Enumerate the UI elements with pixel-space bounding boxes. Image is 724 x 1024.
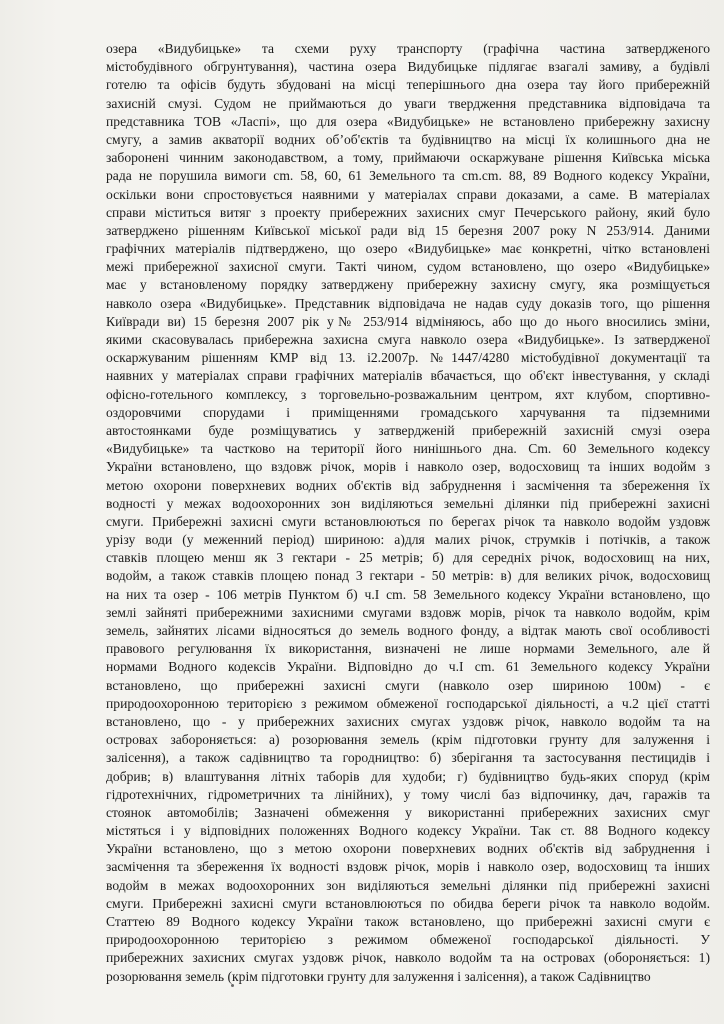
text-line: на них та озер - 106 метрів Пунктом б) ч.І cm. 58 Земельного кодексу України встановлено, що xyxy=(106,586,710,602)
document-body xyxy=(106,40,710,986)
text-line: наявних у матеріалах справи графічних матеріалів вбачається, що об'єкт інвестування, у складі xyxy=(106,368,710,384)
text-line: представника ТОВ «Ласпі», що для озера «Видубицьке» не встановлено прибережну захисну xyxy=(106,113,710,129)
text-line: містяться і у відповідних положеннях Водного кодексу України. Так ст. 88 Водного кодексу xyxy=(106,823,710,839)
text-line: урізу води (у меженний період) шириною: а)для малих річок, струмків і потічків, а також xyxy=(106,532,710,548)
text-line: оскільки вони спростовується наявними у матеріалах справи доказами, а саме. В матеріалах xyxy=(106,186,710,202)
text-line: метою охорони поверхневих водних об'єктів від забруднення і засмічення та збереження їх xyxy=(106,477,710,493)
text-line: якими скасовувалась прибережна захисна смуга навколо озера «Видубицьке». Із затвердженої xyxy=(106,332,710,347)
text-line: навколо озера «Видубицьке». Представник відповідача не надав суду доказів того, що рішення xyxy=(106,295,710,311)
text-line: затверджено рішенням Київської міської ради від 15 березня 2007 року N 253/914. Даними xyxy=(106,222,710,238)
text-line: нормами Водного кодексів України. Відповідно до ч.І cm. 61 Земельного кодексу України xyxy=(106,659,710,675)
text-line: природоохоронною територією з режимом обмеженої господарської діяльності. У xyxy=(106,932,710,948)
text-line: України встановлено, що вздовж річок, морів і навколо озер, водосховищ та інших водойм з xyxy=(106,459,710,475)
text-line: залісення), а також садівництво та городництво: б) зберігання та застосування пестицидів і xyxy=(106,750,710,766)
text-line: графічних матеріалів підтверджено, що озеро «Видубицьке» має конкретні, чітко встановлені xyxy=(106,241,710,257)
text-line: смугу, а замив акваторії водних об’об'єктів та будівництво на місці їх колишнього дна не xyxy=(106,131,710,147)
text-line: України встановлено, що з метою охорони поверхневих водних об'єктів від забруднення і xyxy=(106,841,710,857)
text-line: засмічення та збереження їх водності вздовж річок, морів і навколо озер, водосховищ та інших xyxy=(106,859,710,875)
text-line: оздоровчими спорудами і приміщеннями громадського харчування та підземними xyxy=(106,404,710,420)
text-line: офісно-готельного комплексу, з торговельно-розважальним центром, яхт клубом, спортивно- xyxy=(106,386,710,402)
text-line: озера «Видубицьке» та схеми руху транспорту (графічна частина затвердженого xyxy=(106,41,710,56)
text-line: правового регулювання їх використання, визначені не лише нормами Земельного, але й xyxy=(106,641,710,657)
scan-speck xyxy=(231,984,234,987)
text-line: готелю та офісів будуть збудовані на місці теперішнього дна озера тау його прибережній xyxy=(106,77,710,93)
text-line: земель, зайнятих лісами відносяться до земель водного фонду, а відтак мають свої особливості xyxy=(106,623,710,638)
text-line: стоянок автомобілів; Зазначені обмеження у використанні прибережних захисних смуг xyxy=(106,804,710,820)
text-line: заборонені чинним законодавством, а тому, приймаючи оскаржуване рішення Київська міська xyxy=(106,150,710,166)
text-line: прибережних захисних смугах уздовж річок, навколо водойм та на островах (обороняється: 1) xyxy=(106,950,710,966)
text-line: Київради ви) 15 березня 2007 рік у№ 253/914 відміняюсь, або що до нього вносились зміни, xyxy=(106,313,710,329)
text-line: захисній смузі. Судом не приймаються до уваги твердження представника відповідача та xyxy=(106,95,710,111)
text-line: має у встановленому порядку затверджену прибережну захисну смугу, яка розміщується xyxy=(106,277,710,293)
text-line: водойм в межах водоохоронних зон виділяються земельні ділянки під прибережні захисні xyxy=(106,877,710,893)
text-line: Статтею 89 Водного кодексу України також встановлено, що прибережні захисні смуги є xyxy=(106,914,710,929)
text-line: розорювання земель (крім підготовки грунту для залуження і залісення), а також Садівництво xyxy=(106,968,651,984)
text-line: островах забороняється: а) розорювання земель (крім підготовки грунту для залуження і xyxy=(106,732,710,748)
text-line: водності у межах водоохоронних зон виділяються земельні ділянки під прибережні захисні xyxy=(106,495,710,511)
text-line: гідротехнічних, гідрометричних та лінійних), у тому числі баз відпочинку, дач, гаражів та xyxy=(106,786,710,802)
text-line: містобудівного обгрунтування), частина озера Видубицьке підлягає взагалі замиву, а будівлі xyxy=(106,59,710,75)
text-line: землі зайняті прибережними захисними смугами вздовж морів, річок та навколо водойм, крім xyxy=(106,604,710,620)
text-line: ставків площею менш як 3 гектари - 25 метрів; б) для середніх річок, водосховищ на них, xyxy=(106,550,710,566)
text-line: «Видубицьке» та частково на території його нинішнього дна. Cm. 60 Земельного кодексу xyxy=(106,441,710,457)
text-line: межі прибережної захисної смуги. Такті чином, судом встановлено, що озеро «Видубицьке» xyxy=(106,259,710,275)
text-line: добрив; в) влаштування літніх таборів для худоби; г) будівництво будь-яких споруд (крім xyxy=(106,768,710,784)
text-line: природоохоронною територією з режимом обмеженої господарської діяльності, а ч.2 цієї статті xyxy=(106,695,710,711)
text-line: оскаржуваним рішенням КМР від 13. і2.2007р. №1447/4280 містобудівної документації та xyxy=(106,350,710,366)
text-line: справи міститься витяг з проекту прибережних захисних смуг Печерського району, який було xyxy=(106,204,710,220)
text-line: рада не порушила вимоги cm. 58, 60, 61 Земельного та cm.cm. 88, 89 Водного кодексу України, xyxy=(106,168,710,184)
text-line: смуги. Прибережні захисні смуги встановлюються по берегах річок та навколо водойм уздовж xyxy=(106,513,710,529)
text-line: автостоянками буде розміщуватись у затвердженій прибережній захисній смузі озера xyxy=(106,422,710,438)
text-line: встановлено, що прибережні захисні смуги (навколо озер шириною 100м) - є xyxy=(106,677,710,693)
text-line: водойм, а також ставків площею понад 3 гектари - 50 метрів: в) для великих річок, водосховищ xyxy=(106,568,710,584)
text-line: встановлено, що - у прибережних захисних смугах уздовж річок, навколо водойм та на xyxy=(106,713,710,729)
text-line: смуги. Прибережні захисні смуги встановлюються по обидва береги річок та навколо водойм. xyxy=(106,895,710,911)
